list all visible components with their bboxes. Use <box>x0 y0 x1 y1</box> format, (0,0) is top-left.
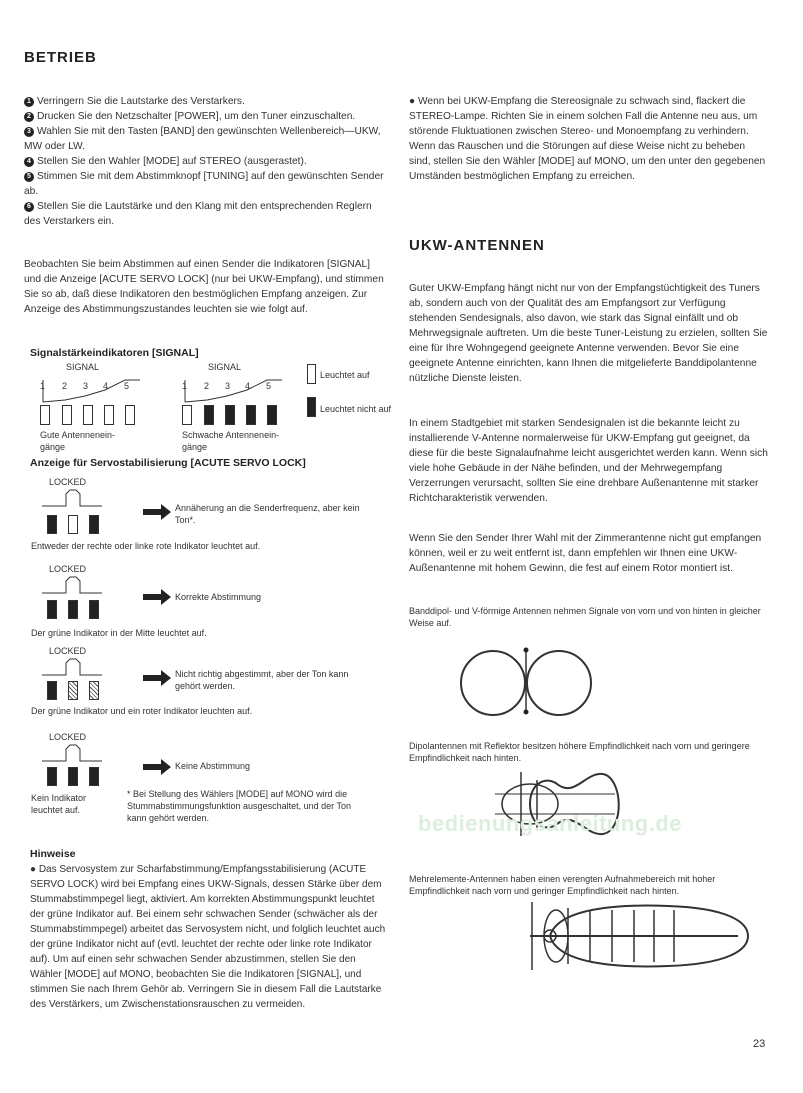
servo-curve <box>40 488 110 508</box>
list-item: 6 Stellen Sie die Lautstärke und den Klang mit den entsprechenden Reglern des Verstarkers ein. <box>24 201 372 227</box>
servo-indicator <box>47 767 57 786</box>
stereo-note: ● Wenn bei UKW-Empfang die Stereosignale zu schwach sind, flackert die STEREO-Lampe. Richten Sie in einem solchen Fall die Antenne neu aus, um störende Fluktuationen zwischen Stereo- und Monoempfang zu verhindern. Wenn das Rauschen und die Störungen auf diese Weise nicht zu beheben sind, stellen Sie den Wähler [MODE] auf MONO, um den unter den gegebenen Umständen bestmöglichen Empfang zu erreichen. <box>409 96 766 182</box>
servo-indicator <box>47 681 57 700</box>
tick-number: 4 <box>245 381 251 391</box>
locked-label: LOCKED <box>49 646 87 656</box>
watermark: bedienungsanleitung.de <box>418 811 683 836</box>
servo-indicator <box>68 515 78 534</box>
signal-bar-lit <box>40 405 50 425</box>
locked-label: LOCKED <box>49 477 87 487</box>
signal-bar-lit <box>182 405 192 425</box>
intro-paragraph: Beobachten Sie beim Abstimmen auf einen Sender die Indikatoren [SIGNAL] und die Anzeige [ACUTE SERVO LOCK] (nur bei UKW-Empfang), und stimmen Sie so ab, daß diese Indikatoren den bestmöglichen Empfang anzeigen. Zur Anzeige des Abstimmungszustandes leuchten sie wie folgt auf. <box>24 259 384 315</box>
antenna-caption-1: Banddipol- und V-förmige Antennen nehmen Signale von vorn und von hinten in gleicher Weise auf. <box>409 606 761 628</box>
servo-indicator <box>89 767 99 786</box>
arrow-right-icon <box>143 759 173 775</box>
step-number-icon: 4 <box>24 157 34 167</box>
antenna-caption-3: Mehrelemente-Antennen haben einen verengten Aufnahmebereich mit hoher Empfindlichkeit nach vorn und geringer Empfindlichkeit nach hinten. <box>409 874 716 896</box>
list-item: 1 Verringern Sie die Lautstarke des Verstarkers. <box>24 94 384 109</box>
signal-bar-off <box>225 405 235 425</box>
servo-indicator <box>89 600 99 619</box>
signal-bar-off <box>83 405 93 425</box>
servo-caption: Entweder der rechte oder linke rote Indikator leuchtet auf. <box>31 541 261 551</box>
step-number-icon: 3 <box>24 127 34 137</box>
section-title-betrieb: BETRIEB <box>24 49 97 66</box>
signal-bar-off <box>267 405 277 425</box>
tick-number: 1 <box>40 381 46 391</box>
steps-list <box>24 94 384 229</box>
hinweise-paragraph: ● Das Servosystem zur Scharfabstimmung/Empfangsstabilisierung (ACUTE SERVO LOCK) wird bei Empfang eines UKW-Signals, dessen Stärke über dem Stummabstimmpegel liegt, aktiviert. Am korrekten Abstimmungspunkt leuchtet der grüne Indikator auf. Bei einem sehr schwachen Sender (schwächer als der Stummabstimmpegel) arbeitet das Servosystem nicht, und folglich leuchtet auch der grüne Indikator nicht auf (evtl. leuchtet der rechte oder linke rote Indikator auf). Um auf einen sehr schwachen Sender abzustimmen, stellen Sie den Wähler [MODE] auf MONO, beobachten Sie die Indikatoren [SIGNAL], und stimmen Sie nach Ihrem Gehör ab. Verringern Sie in diesem Fall die Lautstarke des Verstärkers, um Zwischenstationsrauschen zu vermeiden. <box>30 864 386 1010</box>
antennen-paragraph-3: Wenn Sie den Sender Ihrer Wahl mit der Zimmerantenne nicht gut empfangen können, weil er zu weit entfernt ist, dann empfehlen wir Ihnen eine UKW-Außenantenne mit hohem Gewinn, die fest auf einem Rotor montiert ist. <box>409 533 762 574</box>
servo-indicator <box>47 600 57 619</box>
servo-indicator <box>68 681 78 700</box>
legend-on-swatch <box>307 364 316 384</box>
servo-curve <box>40 657 110 677</box>
tick-number: 2 <box>204 381 210 391</box>
step-number-icon: 2 <box>24 112 34 122</box>
arrow-right-icon <box>143 670 173 686</box>
list-item: 5 Stimmen Sie mit dem Abstimmknopf [TUNING] auf den gewünschten Sender ab. <box>24 171 384 197</box>
tick-number: 5 <box>266 381 272 391</box>
step-number-icon: 1 <box>24 97 34 107</box>
legend-on-label: Leuchtet auf <box>320 370 370 380</box>
servo-heading: Anzeige für Servostabilisierung [ACUTE SERVO LOCK] <box>30 457 306 469</box>
arrow-right-icon <box>143 504 173 520</box>
servo-indicator <box>68 767 78 786</box>
tick-number: 2 <box>62 381 68 391</box>
list-item: 4 Stellen Sie den Wahler [MODE] auf STEREO (ausgerastet). <box>24 154 384 169</box>
footnote: * Bei Stellung des Wählers [MODE] auf MONO wird die Stummabstimmungsfunktion ausgeschaltet, und der Ton kann gehört werden. <box>127 789 351 823</box>
list-item: 2 Drucken Sie den Netzschalter [POWER], um den Tuner einzuschalten. <box>24 109 384 124</box>
servo-indicator <box>47 515 57 534</box>
servo-curve <box>40 743 110 763</box>
hinweise-heading: Hinweise <box>30 848 76 860</box>
arrow-right-icon <box>143 589 173 605</box>
list-item: 3 Wahlen Sie mit den Tasten [BAND] den gewünschten Wellenbereich—UKW, MW oder LW. <box>24 126 381 152</box>
signal-bar-off <box>125 405 135 425</box>
servo-caption: Der grüne Indikator in der Mitte leuchtet auf. <box>31 628 207 638</box>
antennen-paragraph-2: In einem Stadtgebiet mit starken Sendesignalen ist die bekannte leicht zu installierende V-Antenne normalerweise für UKW-Empfang gut geeignet, da diese für die beste Signalaufnahme leicht ausgerichtet werden kann. Wenn sich viele hohe Gebäude in der Nähe befinden, und der Mehrwegempfang Verzerrungen verursacht, sollten Sie eine drehbare Außenantenne mit starker Richtcharakteristik verwenden. <box>409 418 768 504</box>
tick-number: 3 <box>225 381 231 391</box>
antenna-caption-2: Dipolantennen mit Reflektor besitzen höhere Empfindlichkeit nach vorn und geringere Empfindlichkeit nach hinten. <box>409 741 750 763</box>
servo-caption: Kein Indikator leuchtet auf. <box>31 793 87 815</box>
servo-caption: Der grüne Indikator und ein roter Indikator leuchten auf. <box>31 706 253 716</box>
tick-number: 4 <box>103 381 109 391</box>
servo-indicator <box>89 515 99 534</box>
signal-label-weak: SIGNAL <box>208 362 242 372</box>
locked-label: LOCKED <box>49 732 87 742</box>
step-number-icon: 5 <box>24 172 34 182</box>
page-number: 23 <box>753 1038 766 1050</box>
signal-bar-off <box>204 405 214 425</box>
antennen-paragraph-1: Guter UKW-Empfang hängt nicht nur von der Empfangstüchtigkeit des Tuners ab, sondern auch von der Qualität des am Empfangsort zur Verfügung stehenden Sendesignals, also davon, wie stark das Signal einfällt und ob Mehrwegsignale auftreten. Um die beste Tuner-Leistung zu erzielen, sollten Sie eine für Ihre Wohngegend geeignete Antenne verwenden. Bevor Sie eine geeignete Antenne einrichten, kann Ihnen die mitgelieferte Banddipolantenne nützliche Dienste leisten. <box>409 283 768 384</box>
tick-number: 5 <box>124 381 130 391</box>
signal-heading: Signalstärkeindikatoren [SIGNAL] <box>30 347 199 359</box>
signal-bar-off <box>62 405 72 425</box>
yagi-pattern-diagram <box>528 900 768 970</box>
tick-number: 3 <box>83 381 89 391</box>
servo-indicator <box>89 681 99 700</box>
servo-arrow-text: Nicht richtig abgestimmt, aber der Ton kann gehört werden. <box>175 669 349 691</box>
servo-curve <box>40 575 110 595</box>
legend-off-swatch <box>307 397 316 417</box>
step-number-icon: 6 <box>24 202 34 212</box>
servo-indicator <box>68 600 78 619</box>
servo-arrow-text: Annäherung an die Senderfrequenz, aber kein Ton*. <box>175 503 360 525</box>
dipole-pattern-diagram <box>458 646 598 716</box>
signal-bar-off <box>246 405 256 425</box>
legend-off-label: Leuchtet nicht auf <box>320 404 392 414</box>
tick-number: 1 <box>182 381 188 391</box>
servo-arrow-text: Korrekte Abstimmung <box>175 592 262 602</box>
servo-arrow-text: Keine Abstimmung <box>175 761 251 771</box>
weak-caption: Schwache Antennenein-gänge <box>182 430 280 452</box>
signal-bar-off <box>104 405 114 425</box>
section-title-ukw-antennen: UKW-ANTENNEN <box>409 237 545 254</box>
signal-label-good: SIGNAL <box>66 362 100 372</box>
good-caption: Gute Antennenein-gänge <box>40 430 116 452</box>
locked-label: LOCKED <box>49 564 87 574</box>
